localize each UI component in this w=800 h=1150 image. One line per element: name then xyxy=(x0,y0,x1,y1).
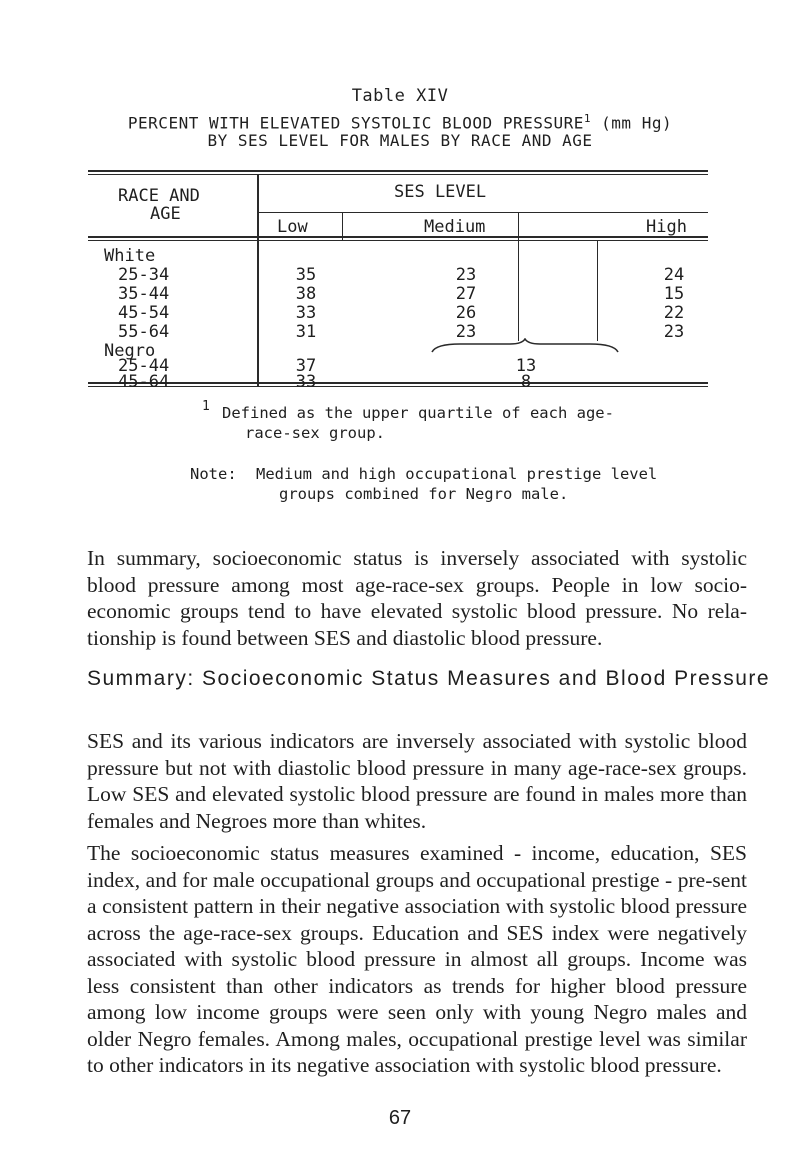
page-number: 67 xyxy=(388,1107,412,1129)
cell-white-25-34-high: 24 xyxy=(663,265,685,285)
cell-negro-45-64-low: 33 xyxy=(295,372,317,392)
footnote-line1: Defined as the upper quartile of each age- xyxy=(222,404,614,422)
cell-white-45-54-low: 33 xyxy=(295,303,317,323)
column-header-medium: Medium xyxy=(424,217,486,237)
cell-white-35-44-medium: 27 xyxy=(455,284,477,304)
footnote-marker: 1 xyxy=(202,399,210,414)
cell-white-45-54-high: 22 xyxy=(663,303,685,323)
stub-header-race-and: RACE AND xyxy=(118,186,200,206)
note-label: Note: xyxy=(190,465,237,483)
table-title: Table XIV xyxy=(351,86,449,106)
cell-white-25-34-low: 35 xyxy=(295,265,317,285)
table-subtitle-line1 xyxy=(0,112,800,132)
cell-negro-25-44-medium-high: 13 xyxy=(515,356,537,376)
cell-white-25-34-medium: 23 xyxy=(455,265,477,285)
footnote-line2: race-sex group. xyxy=(245,424,385,442)
column-header-high: High xyxy=(646,217,687,237)
cell-negro-25-44-low: 37 xyxy=(295,356,317,376)
group-label-negro: Negro xyxy=(104,341,156,361)
cell-white-55-64-high: 23 xyxy=(663,322,685,342)
table-col-divider-3 xyxy=(518,241,519,341)
table-col-divider-4 xyxy=(597,241,598,341)
table-spanner-rule xyxy=(258,212,708,213)
subtitle-text: PERCENT WITH ELEVATED SYSTOLIC BLOOD PRESSURE xyxy=(127,113,584,133)
row-label: 35-44 xyxy=(118,284,170,304)
ses-paragraph: SES and its various indicators are inversely associated with systolic blood pressure but not with diastolic blood pressure in many age-race-sex groups. Low SES and elevated systolic blood pressure are found in males more than females and Negroes more than whites. xyxy=(87,729,747,833)
table-header-rule xyxy=(88,236,708,238)
table-top-rule xyxy=(88,170,708,172)
cell-white-35-44-low: 38 xyxy=(295,284,317,304)
row-label: 55-64 xyxy=(118,322,170,342)
cell-white-45-54-medium: 26 xyxy=(455,303,477,323)
row-label: 45-54 xyxy=(118,303,170,323)
table-header-rule-2 xyxy=(88,240,708,241)
cell-white-55-64-medium: 23 xyxy=(455,322,477,342)
column-header-low: Low xyxy=(277,217,308,237)
cell-white-55-64-low: 31 xyxy=(295,322,317,342)
stub-header-age: AGE xyxy=(150,204,181,224)
table-col-divider-1 xyxy=(342,213,343,241)
summary-paragraph: In summary, socioeconomic status is inversely associated with systolic blood pressure among most age-race-sex groups. People in low socio-economic groups tend to have elevated systolic blood pressure. No rela-tionship is found between SES and diastolic blood pressure. xyxy=(87,546,747,650)
table-top-rule-2 xyxy=(88,174,708,175)
subtitle-units: (mm Hg) xyxy=(601,113,673,133)
row-label: 25-34 xyxy=(118,265,170,285)
cell-white-35-44-high: 15 xyxy=(663,284,685,304)
table-subtitle-line2: BY SES LEVEL FOR MALES BY RACE AND AGE xyxy=(207,131,593,150)
table-col-divider-2 xyxy=(518,213,519,241)
note-line1: Medium and high occupational prestige level xyxy=(256,465,658,483)
measures-paragraph: The socioeconomic status measures examined - income, education, SES index, and for male occupational groups and occupational prestige - pre-sent a consistent pattern in their negative association with systolic blood pressure across the age-race-sex groups. Education and SES index were negatively associated with systolic blood pressure in almost all groups. Income was less consistent than other indicators as trends for higher blood pressure among low income groups were seen only with young Negro males and older Negro females. Among males, occupational prestige level was similar to other indicators in its negative association with systolic blood pressure. xyxy=(87,841,747,1077)
row-label: 25-44 xyxy=(118,356,170,376)
table-bottom-rule-2 xyxy=(88,386,708,387)
table-bottom-rule xyxy=(88,382,708,384)
spanner-ses-level: SES LEVEL xyxy=(394,182,487,202)
cell-negro-45-64-medium-high: 8 xyxy=(520,372,532,392)
row-label: 45-64 xyxy=(118,372,170,392)
group-label-white: White xyxy=(104,246,156,266)
subtitle-footnote-marker: 1 xyxy=(583,112,592,125)
note-line2: groups combined for Negro male. xyxy=(279,485,569,503)
table-stub-divider xyxy=(257,174,259,386)
summary-heading: Summary: Socioeconomic Status Measures and Blood Pressure xyxy=(87,667,771,690)
